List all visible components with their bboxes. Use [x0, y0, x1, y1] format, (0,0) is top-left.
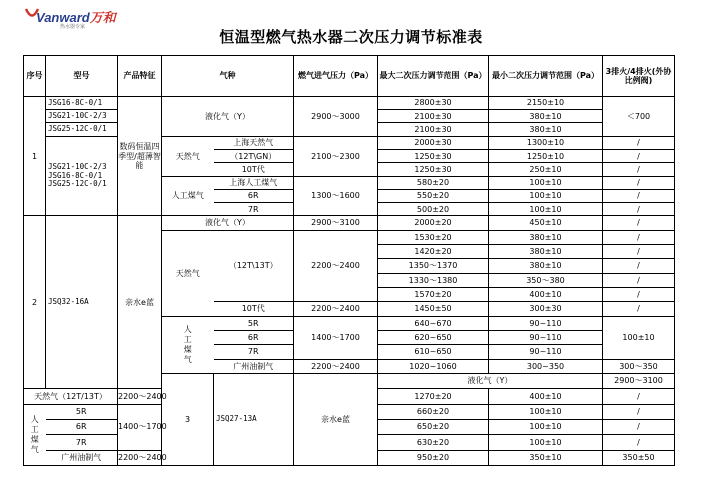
max-cell: 550±20	[378, 189, 489, 202]
inlet-cell: 2900～3000	[294, 96, 378, 136]
ratio-cell: /	[603, 389, 675, 404]
inlet-cell: 2200～2400	[294, 359, 378, 373]
header-inlet: 燃气进气压力（Pa）	[294, 56, 378, 97]
min-cell: 100±10	[489, 419, 603, 434]
min-cell: 300±30	[489, 302, 603, 316]
min-cell: 100±10	[489, 435, 603, 450]
ratio-cell: /	[603, 419, 675, 434]
gas-cell	[24, 404, 46, 465]
inlet-cell: 2200～2400	[294, 230, 378, 302]
max-cell: 610~650	[378, 345, 489, 359]
gas-cell: 液化气（Y）	[162, 216, 294, 230]
min-cell: 100±10	[489, 404, 603, 419]
min-cell: 1250±10	[489, 150, 603, 163]
min-cell: 100±10	[489, 176, 603, 189]
header-row	[24, 56, 675, 97]
max-cell: 1250±30	[378, 150, 489, 163]
max-cell: 2800±30	[378, 96, 489, 109]
min-cell: 2150±10	[489, 96, 603, 109]
gas-label-vertical: 人工煤气	[183, 324, 192, 364]
ratio-cell: /	[603, 189, 675, 202]
ratio-cell: /	[603, 163, 675, 176]
header-ratio: 3排火/4排火(外协比例阀)	[603, 56, 675, 97]
ratio-cell: /	[603, 203, 675, 216]
model-cell: JSG25-12C-0/1	[46, 123, 118, 136]
gas-sub-cell: 6R	[46, 419, 118, 434]
gas-sub-cell: 上海天然气	[214, 136, 294, 149]
feature-cell: 数码恒温四季型/超薄智能	[118, 96, 162, 216]
ratio-cell: /	[603, 302, 675, 316]
max-cell: 1250±30	[378, 163, 489, 176]
inlet-cell: 2200～2400	[118, 389, 162, 404]
inlet-cell: 2200～2400	[294, 302, 378, 316]
page-title: 恒温型燃气热水器二次压力调节标准表	[219, 28, 483, 46]
min-cell: 380±10	[489, 259, 603, 273]
gas-sub-cell: 5R	[214, 316, 294, 330]
logo-brand: Vanward万和	[36, 10, 116, 25]
gas-sub-cell: （12T\GN）	[214, 150, 294, 163]
max-cell: 1330～1380	[378, 273, 489, 287]
gas-cell: 天然气	[162, 136, 214, 176]
inlet-cell: 1400～1700	[294, 316, 378, 359]
min-cell: 1300±10	[489, 136, 603, 149]
seq-cell: 3	[162, 373, 214, 465]
header-max: 最大二次压力调节范围（Pa）	[378, 56, 489, 97]
max-cell: 2100±30	[378, 123, 489, 136]
min-cell: 250±10	[489, 163, 603, 176]
ratio-cell: /	[603, 176, 675, 189]
max-cell: 950±20	[378, 450, 489, 466]
ratio-cell: /	[603, 136, 675, 149]
ratio-cell: /	[603, 259, 675, 273]
min-cell: 90~110	[489, 316, 603, 330]
gas-cell: 天然气（12T/13T）	[24, 389, 118, 404]
max-cell: 640~670	[378, 316, 489, 330]
max-cell: 580±20	[378, 176, 489, 189]
table-row	[24, 216, 675, 230]
ratio-cell: /	[603, 216, 675, 230]
min-cell: 450±10	[489, 216, 603, 230]
min-cell: 350～380	[489, 273, 603, 287]
header-gas: 气种	[162, 56, 294, 97]
gas-sub-cell: 上海人工煤气	[214, 176, 294, 189]
gas-cell: 人工煤气	[162, 176, 214, 216]
min-cell: 400±10	[489, 287, 603, 301]
max-cell: 1570±20	[378, 287, 489, 301]
min-cell: 380±10	[489, 110, 603, 123]
gas-sub-cell: （12T\13T）	[214, 230, 294, 302]
gas-sub-cell: 5R	[46, 404, 118, 419]
max-cell: 1420±20	[378, 245, 489, 259]
ratio-cell: /	[603, 273, 675, 287]
gas-sub-cell: 7R	[214, 203, 294, 216]
gas-cell: 液化气（Y）	[162, 96, 294, 136]
ratio-cell: /	[603, 287, 675, 301]
ratio-cell: ＜700	[603, 96, 675, 136]
inlet-cell: 1300～1600	[294, 176, 378, 216]
max-cell: 630±20	[378, 435, 489, 450]
model-cell: JSQ27-13A	[214, 373, 294, 465]
gas-cell: 液化气（Y）	[378, 373, 603, 388]
model-cell: JSQ32-16A	[46, 216, 118, 389]
model-cell: JSG16-8C-0/1	[46, 96, 118, 109]
max-cell: 620~650	[378, 330, 489, 344]
ratio-cell: /	[603, 150, 675, 163]
seq-cell: 1	[24, 96, 46, 216]
max-cell: 1270±20	[378, 389, 489, 404]
gas-cell	[162, 316, 214, 373]
gas-sub-cell: 6R	[214, 330, 294, 344]
max-cell: 1450±50	[378, 302, 489, 316]
min-cell: 100±10	[489, 203, 603, 216]
header-feature: 产品特征	[118, 56, 162, 97]
max-cell: 500±20	[378, 203, 489, 216]
max-cell: 2000±30	[378, 136, 489, 149]
min-cell: 90~110	[489, 330, 603, 344]
header-min: 最小二次压力调节范围（Pa）	[489, 56, 603, 97]
max-cell: 1350～1370	[378, 259, 489, 273]
min-cell: 100±10	[489, 189, 603, 202]
header-model: 型号	[46, 56, 118, 97]
gas-label-vertical: 人工煤气	[30, 414, 39, 454]
gas-sub-cell: 广州油制气	[214, 359, 294, 373]
feature-cell: 亲水e蓝	[118, 216, 162, 389]
model-cell: JSG21-10C-2/3 JSG16-8C-0/1 JSG25-12C-0/1	[46, 136, 118, 216]
gas-sub-cell: 广州油制气	[46, 450, 118, 466]
max-cell: 1020~1060	[378, 359, 489, 373]
gas-sub-cell: 10T代	[214, 302, 294, 316]
ratio-cell: /	[603, 435, 675, 450]
inlet-cell: 2200～2400	[118, 450, 162, 466]
ratio-cell: 100±10	[603, 316, 675, 359]
inlet-cell: 2900～3100	[294, 216, 378, 230]
seq-cell: 2	[24, 216, 46, 389]
pressure-table	[23, 55, 675, 466]
gas-sub-cell: 7R	[214, 345, 294, 359]
max-cell: 650±20	[378, 419, 489, 434]
max-cell: 2100±30	[378, 110, 489, 123]
table-row	[24, 96, 675, 109]
gas-sub-cell: 6R	[214, 189, 294, 202]
ratio-cell: 300～350	[603, 359, 675, 373]
gas-cell: 天然气	[162, 230, 214, 316]
model-cell: JSG21-10C-2/3	[46, 110, 118, 123]
max-cell: 1530±20	[378, 230, 489, 244]
inlet-cell: 1400～1700	[118, 404, 162, 450]
min-cell: 380±10	[489, 245, 603, 259]
min-cell: 400±10	[489, 389, 603, 404]
feature-cell: 亲水e蓝	[294, 373, 378, 465]
min-cell: 350±10	[489, 450, 603, 466]
ratio-cell: /	[603, 404, 675, 419]
max-cell: 660±20	[378, 404, 489, 419]
min-cell: 300~350	[489, 359, 603, 373]
header-seq: 序号	[24, 56, 46, 97]
inlet-cell: 2100～2300	[294, 136, 378, 176]
gas-sub-cell: 7R	[46, 435, 118, 450]
ratio-cell: 350±50	[603, 450, 675, 466]
min-cell: 90~110	[489, 345, 603, 359]
max-cell: 2000±20	[378, 216, 489, 230]
ratio-cell: /	[603, 230, 675, 244]
inlet-cell: 2900～3100	[603, 373, 675, 388]
logo-tagline: 热水器专家	[60, 24, 86, 30]
ratio-cell: /	[603, 245, 675, 259]
gas-sub-cell: 10T代	[214, 163, 294, 176]
min-cell: 380±10	[489, 123, 603, 136]
min-cell: 380±10	[489, 230, 603, 244]
